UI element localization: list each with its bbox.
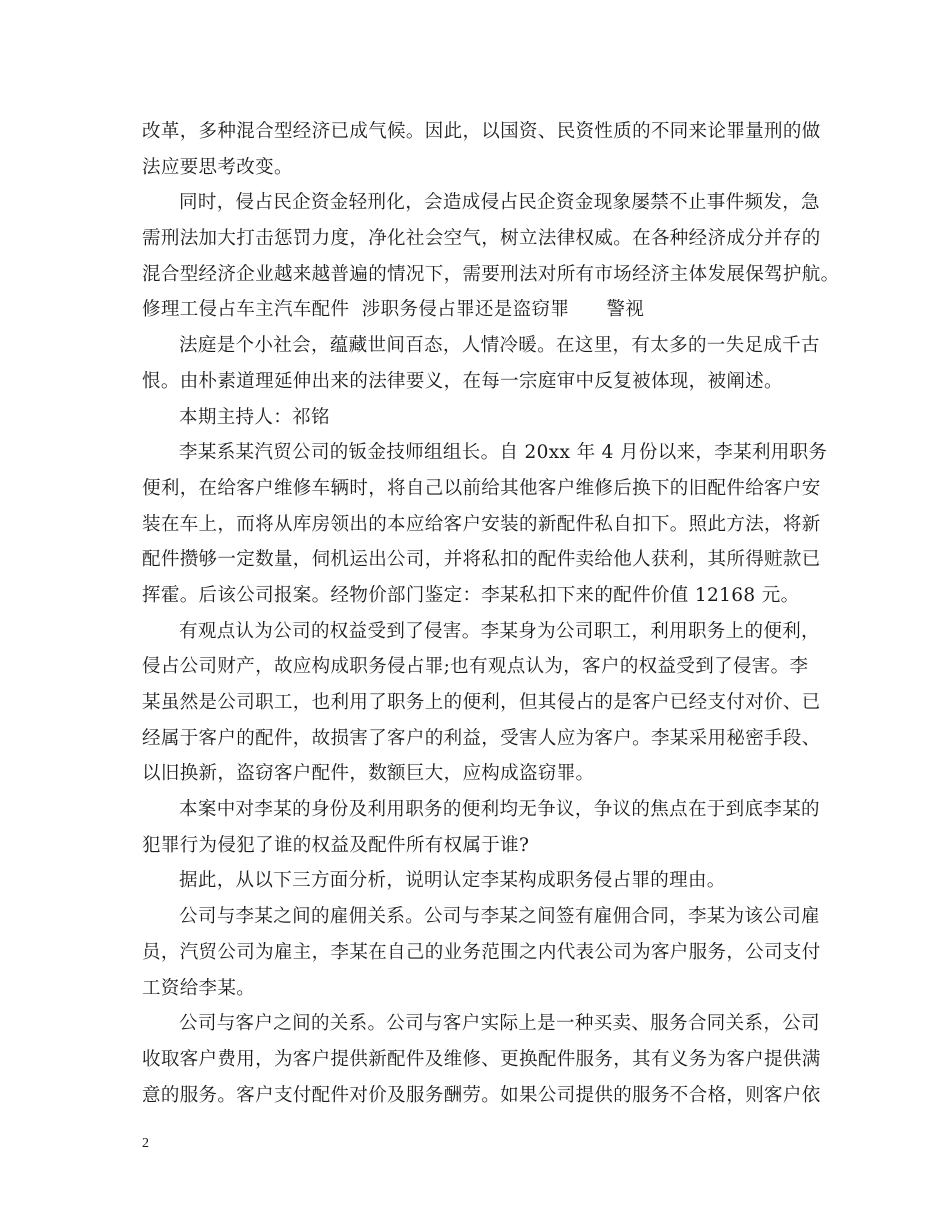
text-line: 装在车上，而将从库房领出的本应给客户安装的新配件私自扣下。照此方法，将新 [142, 513, 821, 535]
text-line: 同时，侵占民企资金轻刑化，会造成侵占民企资金现象屡禁不止事件频发，急 [179, 192, 820, 214]
page-number: 2 [142, 1136, 149, 1151]
text-line: 犯罪行为侵犯了谁的权益及配件所有权属于谁? [142, 834, 530, 856]
text-line: 配件攒够一定数量，伺机运出公司，并将私扣的配件卖给他人获利，其所得赃款已 [142, 549, 821, 571]
text-line: 便利，在给客户维修车辆时，将自己以前给其他客户维修后换下的旧配件给客户安 [142, 477, 821, 499]
text-line: 恨。由朴素道理延伸出来的法律要义，在每一宗庭审中反复被体现，被阐述。 [142, 370, 783, 392]
text-line: 收取客户费用，为客户提供新配件及维修、更换配件服务，其有义务为客户提供满 [142, 1048, 821, 1070]
text-line: 需刑法加大打击惩罚力度，净化社会空气，树立法律权威。在各种经济成分并存的 [142, 228, 821, 250]
article-heading: 修理工侵占车主汽车配件 涉职务侵占罪还是盗窃罪 警视 [142, 299, 645, 321]
text-line: 公司与客户之间的关系。公司与客户实际上是一种买卖、服务合同关系，公司 [179, 1013, 820, 1035]
text-line: 有观点认为公司的权益受到了侵害。李某身为公司职工，利用职务上的便利， [179, 620, 820, 642]
text-line: 改革，多种混合型经济已成气候。因此，以国资、民资性质的不同来论罪量刑的做 [142, 121, 821, 142]
text-line: 据此，从以下三方面分析，说明认定李某构成职务侵占罪的理由。 [179, 870, 726, 892]
text-line: 公司与李某之间的雇佣关系。公司与李某之间签有雇佣合同，李某为该公司雇 [179, 906, 820, 928]
text-line: 挥霍。后该公司报案。经物价部门鉴定：李某私扣下来的配件价值 12168 元。 [142, 584, 800, 606]
text-line: 法庭是个小社会，蕴藏世间百态，人情冷暖。在这里，有太多的一失足成千古 [179, 335, 820, 357]
text-line: 经属于客户的配件，故损害了客户的利益，受害人应为客户。李某采用秘密手段、 [142, 727, 821, 749]
document-body [142, 114, 840, 1113]
text-line: 混合型经济企业越来越普遍的情况下，需要刑法对所有市场经济主体发展保驾护航。 [142, 263, 840, 285]
text-line: 员，汽贸公司为雇主，李某在自己的业务范围之内代表公司为客户服务，公司支付 [142, 941, 821, 963]
text-line: 本案中对李某的身份及利用职务的便利均无争议，争议的焦点在于到底李某的 [179, 799, 820, 821]
text-line: 某虽然是公司职工，也利用了职务上的便利，但其侵占的是客户已经支付对价、已 [142, 692, 821, 713]
text-line: 本期主持人：祁铭 [179, 406, 330, 428]
text-line: 法应要思考改变。 [142, 156, 293, 178]
text-line: 李某系某汽贸公司的钣金技师组组长。自 20xx 年 4 月份以来，李某利用职务 [179, 442, 828, 464]
text-line: 工资给李某。 [142, 977, 256, 999]
text-line: 意的服务。客户支付配件对价及服务酬劳。如果公司提供的服务不合格，则客户依 [142, 1084, 821, 1106]
text-line: 侵占公司财产，故应构成职务侵占罪;也有观点认为，客户的权益受到了侵害。李 [142, 656, 809, 678]
text-line: 以旧换新，盗窃客户配件，数额巨大，应构成盗窃罪。 [142, 763, 595, 785]
